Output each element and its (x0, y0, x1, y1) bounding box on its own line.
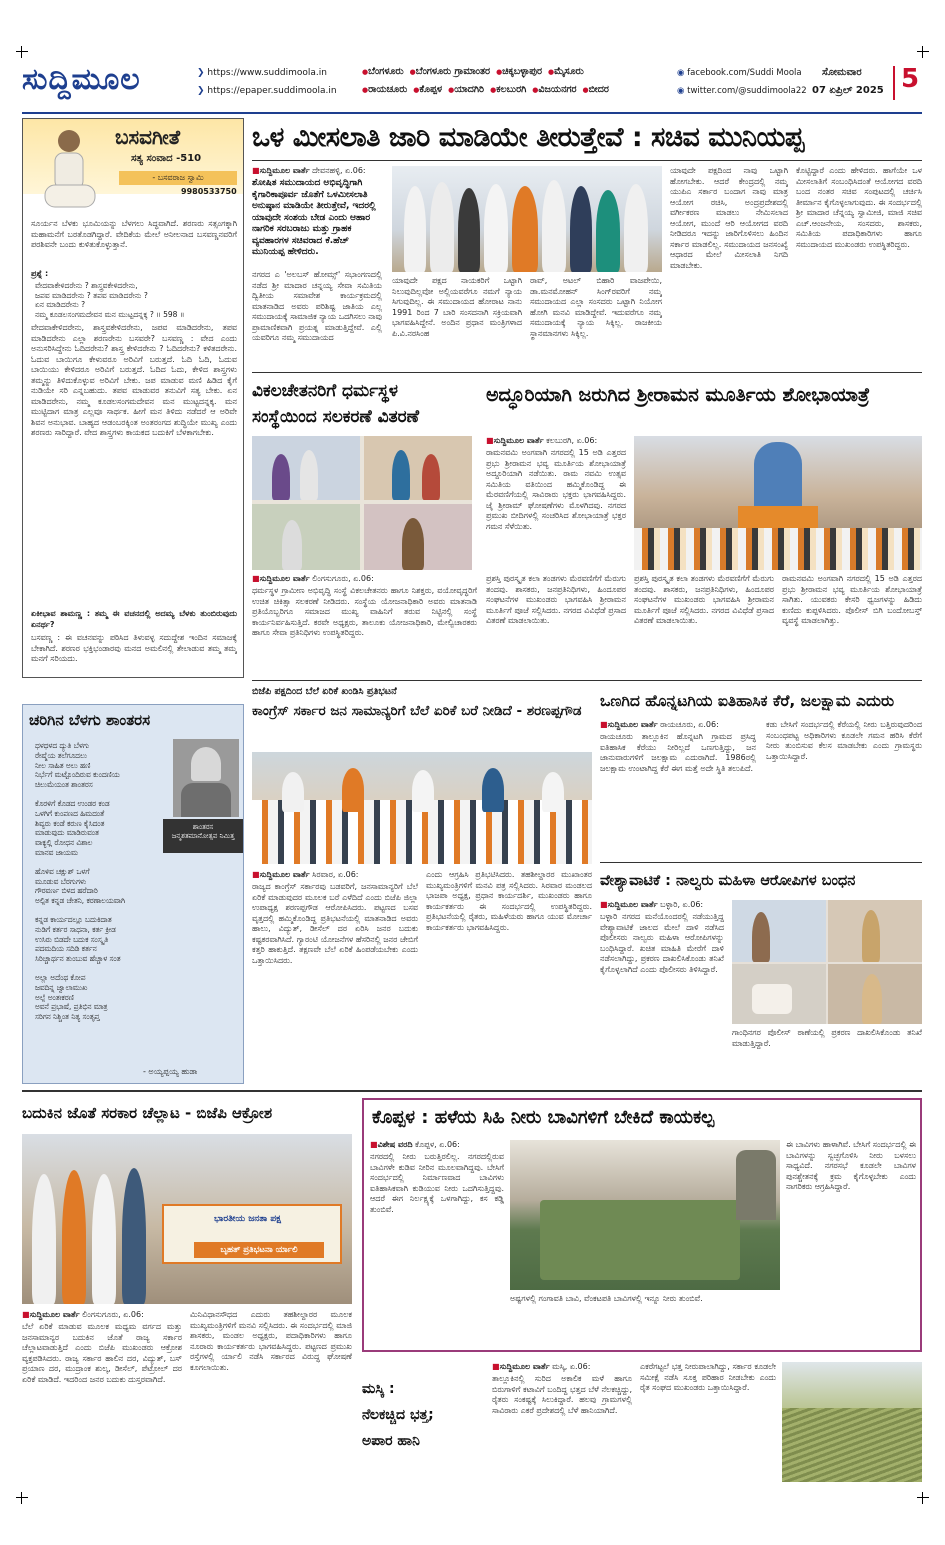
maski-col-1: ತಾಲ್ಲೂಕಿನಲ್ಲಿ ಸುರಿದ ಅಕಾಲಿಕ ಮಳೆ ಹಾಗೂ ಬಿರುಗಾಳಿಗೆ ಕಟಾವಿಗೆ ಬಂದಿದ್ದ ಭತ್ತದ ಬೆಳೆ ನೆಲಕಚ್ಚಿದ್ದು, ರೈತರು ಸಂಕಷ್ಟಕ್ಕೆ ಸಿಲುಕಿದ್ದಾರೆ. ಹಲವು ಗ್ರಾಮಗಳಲ್ಲಿ ಸಾವಿರಾರು ಎಕರೆ ಪ್ರದೇಶದಲ್ಲಿ ಬೆಳೆ ಹಾನಿಯಾಗಿದೆ. (492, 1374, 632, 1415)
arrest-dateline: ■ ಸುದ್ದಿಮೂಲ ವಾರ್ತೆ ಬಳ್ಳಾರಿ, ಏ.06: (600, 900, 724, 911)
basava-poem: ವೇದವಾಕೇಳಿದರೇನು ? ಶಾಸ್ತ್ರವಕೇಳಿದರೇನು, ಜಪವ ಮಾಡಿದರೇನು ? ತಪವ ಮಾಡಿದರೇನು ? ಏನ ಮಾಡಿದರೇನು ? ನಮ್ಮ ಕೂಡಲಸಂಗಮದೇವನ ಮನ ಮುಟ್ಟದನ್ನಕ್ಕ ? ॥ 598 ॥ (35, 281, 185, 319)
koppal-well-photo (510, 1140, 780, 1290)
dharmasthala-headline: ವಿಕಲಚೇತನರಿಗೆ ಧರ್ಮಸ್ಥಳ ಸಂಸ್ಥೆಯಿಂದ ಸಲಕರಣೆ ವಿತರಣೆ (252, 381, 419, 427)
basava-phone: 9980533750 (181, 187, 237, 196)
dharmasthala-dateline: ■ ಸುದ್ದಿಮೂಲ ವಾರ್ತೆ ಲಿಂಗಸುಗೂರು, ಏ.06: (252, 574, 477, 585)
kere-dateline: ■ ಸುದ್ದಿಮೂಲ ವಾರ್ತೆ ರಾಯಚೂರು, ಏ.06: (600, 720, 756, 731)
maski-col-2: ಎಕರೆಗಟ್ಟಲೆ ಭತ್ತ ನೀರುಪಾಲಾಗಿದ್ದು, ಸರ್ಕಾರ ಕೂಡಲೇ ಸಮೀಕ್ಷೆ ನಡೆಸಿ ಸೂಕ್ತ ಪರಿಹಾರ ನೀಡಬೇಕು ಎಂದು ರೈತ ಸಂಘದ ಮುಖಂಡರು ಒತ್ತಾಯಿಸಿದ್ದಾರೆ. (640, 1362, 776, 1392)
crop-mark (16, 1492, 28, 1504)
editions-row-2: ● ರಾಯಚೂರು ● ಕೊಪ್ಪಳ ● ಯಾದಗಿರಿ ● ಕಲಬುರಗಿ ● ವಿಜಯನಗರ ● ಬೀದರ (362, 84, 609, 95)
koppal-col-1: ನಗರದಲ್ಲಿ ನೀರು ಬರುತ್ತಿರಲಿಲ್ಲ. ನಗರದಲ್ಲಿರುವ ಬಾವಿಗಳೇ ಕುಡಿವ ನೀರಿನ ಮೂಲವಾಗಿದ್ದವು. ಬೇಸಿಗೆ ಸಂದರ್ಭದಲ್ಲಿ ನಿರ್ಮಾಣವಾದ ಬಾವಿಗಳು ಐತಿಹಾಸಿಕವಾಗಿ ಕುಡಿಯುವ ನೀರು ಒದಗಿಸುತ್ತಿದ್ದವು. ಆದರೆ ಈಗ ನಿರ್ಲಕ್ಷ್ಯಕ್ಕೆ ಒಳಗಾಗಿದ್ದು, ಕಸ ಕಡ್ಡಿ ತುಂಬಿವೆ. (370, 1152, 504, 1214)
arrest-headline: ವೇಶ್ಯಾವಾಟಿಕೆ : ನಾಲ್ವರು ಮಹಿಳಾ ಆರೋಪಿಗಳ ಬಂಧನ (600, 873, 856, 889)
section-rule (22, 1090, 922, 1092)
koppal-headline: ಕೊಪ್ಪಳ : ಹಳೆಯ ಸಿಹಿ ನೀರು ಬಾವಿಗಳಿಗೆ ಬೇಕಿದೆ ಕಾಯಕಲ್ಪ (372, 1107, 715, 1128)
kere-col-2: ಕಡು ಬೇಸಿಗೆ ಸಂದರ್ಭದಲ್ಲಿ ಕೆರೆಯಲ್ಲಿ ನೀರು ಬತ್ತಿರುವುದರಿಂದ ಸಂಬಂಧಪಟ್ಟ ಅಧಿಕಾರಿಗಳು ಕೂಡಲೇ ಗಮನ ಹರಿಸಿ ಕೆರೆಗೆ ನೀರು ತುಂಬಿಸುವ ಕೆಲಸ ಮಾಡಬೇಕು ಎಂದು ಗ್ರಾಮಸ್ಥರು ಒತ್ತಾಯಿಸಿದ್ದಾರೆ. (766, 720, 922, 761)
masthead-logo: ಸುದ್ದಿಮೂಲ (22, 62, 141, 97)
section-rule (252, 680, 922, 681)
protest-photo (252, 752, 592, 864)
basava-subtitle: ಸತ್ಯ ಸಂವಾದ -510 (131, 153, 202, 164)
poem-author: - ಅಯ್ಯಪ್ಪಯ್ಯ ಹುಡಾ (143, 1067, 198, 1076)
section-rule (252, 372, 922, 373)
basava-author: - ಬಸವರಾಜ ಸ್ವಾಮಿ (119, 171, 237, 185)
twitter-link[interactable]: ◉ twitter.com/@suddimoola22 (677, 86, 807, 96)
masthead (22, 62, 922, 110)
lead-col-2: ಯಾವುದೇ ಪಕ್ಷದ ನಾಯಕರಿಗೆ ಒಟ್ಟಾಗಿ ನಿಲುವುದಿಲ್ಲವೋ ಅಲ್ಲಿಯವರೆಗೂ ನಮಗೆ ನ್ಯಾಯ ಸಿಗುವುದಿಲ್ಲ. ಈ ಸಮುದಾಯದ ಹೋರಾಟ ನಾನು 1991 ರಿಂದ 7 ಬಾರಿ ಸಂಸದನಾಗಿ ಸಕ್ರಿಯವಾಗಿ ಭಾಗವಹಿಸಿದ್ದೇನೆ. ಅಂದಿನ ಪ್ರಧಾನ ಮಂತ್ರಿಗಳಾದ ಪಿ.ವಿ.ನರಸಿಂಹ (392, 276, 522, 338)
lead-photo-ministers (392, 166, 662, 272)
basava-title: ಬಸವಗೀತೆ (115, 125, 181, 149)
basava-intro: ಸೂರ್ಯನ ಬೆಳಕು ಭೂಮಿಯನ್ನು ಬೆಳಗಲು ಸಿದ್ಧವಾಗಿದೆ. ಶರಣರು ಸತ್ಸಂಗಕ್ಕಾಗಿ ಮಹಾಮನೆಗೆ ಬರತೊಡಗಿದ್ದಾರೆ. ವೇದಿಕೆಯ ಮೇಲೆ ಅನೀಲನಾದ ಬಸವಣ್ಣನವರಿಗೆ ಪರಶಿವನೇ ಬಂದು ಕುಳಿತುಕೊಳ್ಳುತ್ತಾನೆ. (31, 219, 237, 249)
lead-headline: ಒಳ ಮೀಸಲಾತಿ ಜಾರಿ ಮಾಡಿಯೇ ತೀರುತ್ತೇವೆ : ಸಚಿವ ಮುನಿಯಪ್ಪ (252, 122, 804, 153)
basava-body: ವೇದವಾಕೇಳಿದರೇನು, ಶಾಸ್ತ್ರವಕೇಳಿದರೇನು, ಜಪವ ಮಾಡಿದರೇನು, ತಪವ ಮಾಡಿದರೇನು ಎಲ್ಲಾ ಶರಣರೇನು ಬಸವರೇ? ಬಸವಣ್ಣ : ವೇದ ಎಂದು ಅನುಸರಿಸಿದ್ದೇನು ಓದಿದರೇನು? ಶಾಸ್ತ್ರ ಕೇಳಿದರೇನು ? ಓದಿದರೇನು? ಕಳಿತದರೇನು. ಓದುವ ಬಾಯಿಗೂ ಕೇಳುವರೂ ಅರಿವಿಗೆ ಬರುತ್ತದೆ. ಓದಿ ಓದಿ, ಓದುವ ಬಾಯಿಯು ಕೇಳಿದರೂ ಅರಿವಿಗೆ ಬರುತ್ತದೆ. ಓದಿದ ಓದು, ಕೇಳಿದ ಶಾಸ್ತ್ರಗಳು ತಮ್ಮನ್ನು ತಿಳಿದುಕೊಳ್ಳುವ ಅರಿವಿಗೆ ಬೇಕು. ಜಪ ಮಾಡುವ ಮಣಿ ಹಿಡಿದ ಕೈಗೆ ನುಡಿಯೇ ಸರಿ ಎನ್ನಬಹುದು. ತಪವ ಮಾಡುವರ ತನುವಿಗೆ ಸತ್ಯ ಬೇಕು. ಏನ ಮಾಡಿದರೇನು, ನಮ್ಮ ಕೂಡಲಸಂಗಮದೇವನ ಮನ ಮುಟ್ಟದನ್ನಕ್ಕ. ಮನ ಮುಟ್ಟಿದಾಗ ಮಾತ್ರ ಎಲ್ಲವೂ ಸಾರ್ಥಕ. ಹೀಗೆ ಮನ ತಿಳಿದು ನಡೆದರೆ ಆ ಅರಿವೇ ಶಿವನ ಅನುಭಾವ. ಬಾಹ್ಯದ ಆಡಂಬರಕ್ಕಿಂತ ಅಂತರಂಗದ ಶುದ್ಧಿಯೇ ಮುಖ್ಯ ಎಂದು ಶರಣರು ಸಾರಿದ್ದಾರೆ. ವೇದ ಶಾಸ್ತ್ರಗಳು ಕಾಯಕದ ಬದುಕಿಗೆ ಬೆಳಕಾಗಬೇಕು. (31, 323, 237, 437)
shobhayatra-headline: ಅದ್ಧೂರಿಯಾಗಿ ಜರುಗಿದ ಶ್ರೀರಾಮನ ಮೂರ್ತಿಯ ಶೋಭಾಯಾತ್ರೆ (486, 384, 870, 406)
shobhayatra-col-2: ಪ್ರಶಸ್ತಿ ಪುರಸ್ಕೃತ ಕಲಾ ತಂಡಗಳು ಮೆರವಣಿಗೆಗೆ ಮೆರುಗು ತಂದವು. ಶಾಸಕರು, ಜನಪ್ರತಿನಿಧಿಗಳು, ಹಿಂದೂಪರ ಸಂಘಟನೆಗಳ ಮುಖಂಡರು ಭಾಗವಹಿಸಿ ಶ್ರೀರಾಮನ ಮೂರ್ತಿಗೆ ಪೂಜೆ ಸಲ್ಲಿಸಿದರು. ನಗರದ ವಿವಿಧೆಡೆ ಪ್ರಸಾದ ವಿತರಣೆ ಮಾಡಲಾಯಿತು. (486, 574, 626, 625)
koppal-dateline: ■ ವಿಶೇಷ ವರದಿ ಕೊಪ್ಪಳ, ಏ.06: (370, 1140, 504, 1151)
rally-banner: ಭಾರತೀಯ ಜನತಾ ಪಕ್ಷ ಬೃಹತ್ ಪ್ರತಿಭಟನಾ ರ್ಯಾಲಿ (162, 1204, 342, 1264)
protest-col-1: ರಾಜ್ಯದ ಕಾಂಗ್ರೆಸ್ ಸರ್ಕಾರವು ಬಡವರಿಗೆ, ಜನಸಾಮಾನ್ಯರಿಗೆ ಬೆಲೆ ಏರಿಕೆ ಮಾಡುವುದರ ಮೂಲಕ ಬರೆ ಎಳೆದಿದೆ ಎಂದು ಬಿಜೆಪಿ ಜಿಲ್ಲಾ ಉಪಾಧ್ಯಕ್ಷ ಶರಣಪ್ಪಗೌಡ ಆರೋಪಿಸಿದರು. ಪಟ್ಟಣದ ಬಸವ ವೃತ್ತದಲ್ಲಿ ಹಮ್ಮಿಕೊಂಡಿದ್ದ ಪ್ರತಿಭಟನೆಯಲ್ಲಿ ಮಾತನಾಡಿದ ಅವರು ಹಾಲು, ವಿದ್ಯುತ್, ಡೀಸೆಲ್ ದರ ಏರಿಸಿ ಜನರ ಬದುಕು ಕಷ್ಟಕರವಾಗಿಸಿದೆ. ಗ್ಯಾರಂಟಿ ಯೋಜನೆಗಳ ಹೆಸರಿನಲ್ಲಿ ಜನರ ಜೇಬಿಗೆ ಕತ್ತರಿ ಹಾಕುತ್ತಿದೆ. ತಕ್ಷಣವೇ ಬೆಲೆ ಏರಿಕೆ ಹಿಂಪಡೆಯಬೇಕು ಎಂದು ಒತ್ತಾಯಿಸಿದರು. (252, 882, 418, 965)
lead-rule (252, 160, 922, 161)
koppal-box (362, 1098, 922, 1352)
poem-box (22, 704, 244, 1084)
shobhayatra-col-4: ರಾಮನವಮಿ ಅಂಗವಾಗಿ ನಗರದಲ್ಲಿ 15 ಅಡಿ ಎತ್ತರದ ಪ್ರಭು ಶ್ರೀರಾಮನ ಭವ್ಯ ಮೂರ್ತಿಯ ಶೋಭಾಯಾತ್ರೆ ಸಾಗಿತು. ಯುವಕರು ಕೇಸರಿ ಧ್ವಜಗಳನ್ನು ಹಿಡಿದು ಕುಣಿದು ಕುಪ್ಪಳಿಸಿದರು. ಪೊಲೀಸ್ ಬಿಗಿ ಬಂದೋಬಸ್ತ್ ವ್ಯವಸ್ಥೆ ಮಾಡಲಾಗಿತ್ತು. (782, 574, 922, 625)
page-number: 5 (901, 64, 920, 94)
dharmasthala-body: ಧರ್ಮಸ್ಥಳ ಗ್ರಾಮೀಣ ಅಭಿವೃದ್ಧಿ ಸಂಸ್ಥೆ ವಿಕಲಚೇತನರು ಹಾಗೂ ನಿಶಕ್ತರು, ವಯೋವೃದ್ಧರಿಗೆ ಉಚಿತ ಚಿಕಿತ್ಸಾ ಸಲಕರಣೆ ನೀಡಿದರು. ಸಂಸ್ಥೆಯ ಯೋಜನಾಧಿಕಾರಿ ಅವರು ಮಾತನಾಡಿ ಪ್ರತಿಯೊಬ್ಬರಿಗೂ ಸಮಾಜದ ಮುಖ್ಯ ವಾಹಿನಿಗೆ ತರುವ ನಿಟ್ಟಿನಲ್ಲಿ ಸಂಸ್ಥೆ ಕಾರ್ಯನಿರ್ವಹಿಸುತ್ತಿದೆ. ಕರವೇ ಅಧ್ಯಕ್ಷರು, ತಾಲೂಕು ಯೋಜನಾಧಿಕಾರಿ, ಮೇಲ್ವಿಚಾರಕರು ಹಾಗೂ ಸೇವಾ ಪ್ರತಿನಿಧಿಗಳು ಉಪಸ್ಥಿತರಿದ್ದರು. (252, 586, 477, 637)
bjp-rally-dateline: ■ ಸುದ್ದಿಮೂಲ ವಾರ್ತೆ ಲಿಂಗಸುಗೂರು, ಏ.06: (22, 1310, 182, 1321)
poet-portrait-image (173, 739, 239, 817)
crop-mark (917, 1492, 929, 1504)
bjp-rally-col-2: ಮಿನಿವಿಧಾನಸೌಧದ ಎದುರು ತಹಶೀಲ್ದಾರರ ಮೂಲಕ ಮುಖ್ಯಮಂತ್ರಿಗಳಿಗೆ ಮನವಿ ಸಲ್ಲಿಸಿದರು. ಈ ಸಂದರ್ಭದಲ್ಲಿ ಮಾಜಿ ಶಾಸಕರು, ಮಂಡಲ ಅಧ್ಯಕ್ಷರು, ಪದಾಧಿಕಾರಿಗಳು ಹಾಗೂ ನೂರಾರು ಕಾರ್ಯಕರ್ತರು ಭಾಗವಹಿಸಿದ್ದರು. ಪಟ್ಟಣದ ಪ್ರಮುಖ ರಸ್ತೆಗಳಲ್ಲಿ ರ್ಯಾಲಿ ನಡೆಸಿ ಸರ್ಕಾರದ ವಿರುದ್ಧ ಘೋಷಣೆ ಕೂಗಲಾಯಿತು. (190, 1310, 352, 1372)
masthead-rule (22, 112, 922, 114)
arrest-body: ಬಳ್ಳಾರಿ ನಗರದ ಮನೆಯೊಂದರಲ್ಲಿ ನಡೆಯುತ್ತಿದ್ದ ವೇಶ್ಯಾವಾಟಿಕೆ ಜಾಲದ ಮೇಲೆ ದಾಳಿ ನಡೆಸಿದ ಪೊಲೀಸರು ನಾಲ್ವರು ಮಹಿಳಾ ಆರೋಪಿಗಳನ್ನು ಬಂಧಿಸಿದ್ದಾರೆ. ಖಚಿತ ಮಾಹಿತಿ ಮೇರೆಗೆ ದಾಳಿ ನಡೆಸಲಾಗಿದ್ದು, ಪ್ರಕರಣ ದಾಖಲಿಸಿಕೊಂಡು ತನಿಖೆ ಕೈಗೊಳ್ಳಲಾಗಿದೆ ಎಂದು ಪೊಲೀಸರು ತಿಳಿಸಿದ್ದಾರೆ. (600, 912, 724, 974)
page-no-divider (893, 66, 895, 100)
protest-kicker: ಬಿಜೆಪಿ ಪಕ್ಷದಿಂದ ಬೆಲೆ ಏರಿಕೆ ಖಂಡಿಸಿ ಪ್ರತಿಭಟನೆ (252, 686, 397, 697)
shobhayatra-col-3: ಪ್ರಶಸ್ತಿ ಪುರಸ್ಕೃತ ಕಲಾ ತಂಡಗಳು ಮೆರವಣಿಗೆಗೆ ಮೆರುಗು ತಂದವು. ಶಾಸಕರು, ಜನಪ್ರತಿನಿಧಿಗಳು, ಹಿಂದೂಪರ ಸಂಘಟನೆಗಳ ಮುಖಂಡರು ಭಾಗವಹಿಸಿ ಶ್ರೀರಾಮನ ಮೂರ್ತಿಗೆ ಪೂಜೆ ಸಲ್ಲಿಸಿದರು. ನಗರದ ವಿವಿಧೆಡೆ ಪ್ರಸಾದ ವಿತರಣೆ ಮಾಡಲಾಯಿತು. (634, 574, 774, 625)
protest-headline: ಕಾಂಗ್ರೆಸ್ ಸರ್ಕಾರ ಜನ ಸಾಮಾನ್ಯರಿಗೆ ಬೆಲೆ ಏರಿಕೆ ಬರೆ ನೀಡಿದೆ - ಶರಣಪ್ಪಗೌಡ (252, 703, 582, 719)
koppal-col-2: ಈ ಬಾವಿಗಳು ಹಾಳಾಗಿವೆ. ಬೇಸಿಗೆ ಸಂದರ್ಭದಲ್ಲಿ ಈ ಬಾವಿಗಳನ್ನು ಸ್ವಚ್ಛಗೊಳಿಸಿ ನೀರು ಬಳಸಲು ಸಾಧ್ಯವಿದೆ. ನಗರಸಭೆ ಕೂಡಲೇ ಬಾವಿಗಳ ಪುನಶ್ಚೇತನಕ್ಕೆ ಕ್ರಮ ಕೈಗೊಳ್ಳಬೇಕು ಎಂದು ನಾಗರಿಕರು ಆಗ್ರಹಿಸಿದ್ದಾರೆ. (786, 1140, 916, 1191)
lead-col-4: ಯಾವುದೇ ಪಕ್ಷದಿಂದ ನಾವು ಒಟ್ಟಾಗಿ ಹೋಗಬೇಕು. ಆದರೆ ಕೇಂದ್ರದಲ್ಲಿ ನಮ್ಮ ಯುಪಿಎ ಸರ್ಕಾರ ಬಂದಾಗ ನಾವು ಮಾತ್ರ ಆಯೋಗ ರಚಿಸಿ, ಅಂದ್ರಪ್ರದೇಶದಲ್ಲಿ ವರ್ಗೀಕರಣ ಮಾಡಲು ನೇಮಿಸಲಾದ ಆಯೋಗ, ಮುಂದೆ ಆರಿ ಆಯೋಗದ ವರದಿ ನೀಡಿದರೂ ಇದನ್ನು ಜಾರಿಗೊಳಿಸಲು ಹಿಂದಿನ ಸರ್ಕಾರ ಮಾಡಲಿಲ್ಲ. ಸಮುದಾಯದ ಜನಸಂಖ್ಯೆ ಆಧಾರದ ಮೇಲೆ ಮೀಸಲಾತಿ ನಿಗದಿ ಮಾಡಬೇಕು. (670, 166, 788, 270)
basava-geete-box (22, 118, 244, 678)
kere-headline: ಒಣಗಿದ ಹೊನ್ನಟಗಿಯ ಐತಿಹಾಸಿಕ ಕೆರೆ, ಜಲಕ್ಷಾಮ ಎದುರು (600, 692, 895, 710)
section-rule (600, 862, 922, 863)
koppal-caption: ಅಷ್ಟಗಳಲ್ಲಿ ಗಂಗಾವತಿ ಬಾವಿ, ವೆಂಕಟಪತಿ ಬಾವಿಗಳಲ್ಲಿ ಇನ್ನೂ ನೀರು ತುಂಬಿವೆ. (510, 1294, 703, 1303)
lead-dateline: ■ ಸುದ್ದಿಮೂಲ ವಾರ್ತೆ ದೇವನಹಳ್ಳಿ, ಏ.06: (252, 166, 382, 177)
facebook-icon: ◉ (677, 68, 685, 78)
shobhayatra-photo (634, 436, 922, 570)
maski-headline: ಮಸ್ಕಿ : ನೆಲಕಚ್ಚಿದ ಭತ್ತ; ಅಪಾರ ಹಾನಿ (362, 1381, 434, 1449)
poem-title: ಚರಿಗಿನ ಬೆಳಗು ಶಾಂತರಸ (29, 711, 151, 729)
masthead-date: 07 ಏಪ್ರಿಲ್ 2025 (812, 85, 884, 96)
basava-figure-image (29, 123, 111, 217)
kere-col-1: ರಾಯಚೂರು ತಾಲ್ಲೂಕಿನ ಹೊನ್ನಟಗಿ ಗ್ರಾಮದ ಪ್ರಸಿದ್ಧ ಐತಿಹಾಸಿಕ ಕೆರೆಯು ನೀರಿಲ್ಲದೆ ಒಣಗುತ್ತಿದ್ದು, ಜನ ಜಾನುವಾರುಗಳಿಗೆ ಜಲಕ್ಷಾಮ ಎದುರಾಗಿದೆ. 1986ರಲ್ಲಿ ಜಲಕ್ಷಾಮ ಉಂಟಾಗಿದ್ದ ಕೆರೆ ಈಗ ಮತ್ತೆ ಅದೇ ಸ್ಥಿತಿ ತಲುಪಿದೆ. (600, 732, 756, 773)
basava-final-question: ಏಕೀಭಾವ ಶಾಮಣ್ಣ : ತಮ್ಮ ಈ ವಚನದಲ್ಲಿ ಅದಮ್ಯ ಬೆಳಕು ತುಂಬಿರುವುದು ಏನರ್ಥ? (31, 609, 237, 629)
lead-col-1: ನಗರದ ಎ 'ಅಲಬಸ್ ಹೋಮ್ಸ್' ಸಭಾಂಗಣದಲ್ಲಿ ನಡೆದ ಶ್ರೀ ಮಾದಾರ ಚನ್ನಯ್ಯ ಸೇವಾ ಸಮಿತಿಯ ದ್ವಿತೀಯ ಸಮಾವೇಶ ಕಾರ್ಯಕ್ರಮದಲ್ಲಿ ಮಾತನಾಡಿದ ಅವರು ಪರಿಶಿಷ್ಟ ಜಾತಿಯ ಎಲ್ಲ ಸಮುದಾಯಕ್ಕೆ ಸಾಮಾಜಿಕ ನ್ಯಾಯ ಒದಗಿಸಲು ನಾವು ಪ್ರಾಮಾಣಿಕವಾಗಿ ಪ್ರಯತ್ನ ಮಾಡುತ್ತಿದ್ದೇವೆ. ಎಲ್ಲಿ ಯವರಿಗೂ ನಮ್ಮ ಸಮುದಾಯದ (252, 270, 382, 342)
maski-field-photo (782, 1362, 922, 1482)
poem-lines: ಧಳಧಳದ ದ್ಯುತಿ ಬೆಳಗು ರೇಷ್ಮೆಯ ತಲೆಗೂದಲು ನೀಲ ಸಾಹಿತ ಅಲು ಹಣಿ ನಿರ್ಭೆಗೆ ಮಟ್ಟೊಂದಿರುವ ಕುಂದಣಿಯ ಚಿಲುಮೆಯಂತ ಶಾಂತರಸ ಕೊರಳಿಗೆ ಕೊಡದ ಉಂಡರ ಕಂಡ ಒಳಗಿಗೆ ಕುಂಪಣದ ಹಿಮದಂತೆ ಶಿವ್ಯರು ಕಂಡೆ ಕರುಣ ಕೈಸಿದಂತ ಮಾಡುವುದು ಮಾಡಿರುವಂತ ವಾಕ್ಯಲ್ಲಿ ರೋಧನ ವಿಶಾಲ ಮಾನವ ಜಾಯಮ ಹೊಳಿವ ಚಕ್ಷುಶ್ ಒಳಗೆ ಮೂಡುವ ಬೆರಗುಗಳು ಗೌರವರ್ಣ ಬಿಳದ ಹರೆದಾರಿ ಅಲ್ಪಿತ ಕನ್ನಡ ಚೇತನಿ, ಕರಣಾಲಯವಾಗಿ ಕನ್ನಡ ಕಾರ್ಯದಲ್ಲೂ ಬದುಕಿದಾತ ನುಡಿಗೆ ಕರ್ತರ ಸಾಧನಾ, ಕರ್ತ ಕ್ರೀಡ ಉಸಿರು ಬಿಡದೇ ಬದುಕ ಸಂಸ್ಕೃತಿ ಪದಮದಿಯ ಸದಿಡಿ ಕರ್ತನ ಸಿರಿಚ್ಚಾರ್ಥನ ತುಂಬುವ ಹೆಚ್ಚಾಳ ಸಂತ ಅಲ್ಲಾ ಅದೆಂಥ ಕೋಪ ಜವದಿನ್ನ ಜ್ವಾಲಾಮುಖ ಅಲ್ಪೆ ಅಂತಃಕರಣಿ ಅವನೆ ಪ್ರಭಾಷೆ, ಪ್ರತಿಭಿನ ಮಾತ್ರ ಸರಿಗನ ನಿಶ್ಚಿಂತ ನಿತ್ಯ ಸಂತೃಪ್ತ (35, 741, 125, 1022)
crop-mark (917, 46, 929, 58)
bjp-rally-col-1: ಬೆಲೆ ಏರಿಕೆ ಮಾಡುವ ಮೂಲಕ ಮಧ್ಯಮ ವರ್ಗದ ಮತ್ತು ಜನಸಾಮಾನ್ಯರ ಬದುಕಿನ ಜೊತೆ ರಾಜ್ಯ ಸರ್ಕಾರ ಚೆಲ್ಲಾಟವಾಡುತ್ತಿದೆ ಎಂದು ಬಿಜೆಪಿ ಮುಖಂಡರು ಆಕ್ರೋಶ ವ್ಯಕ್ತಪಡಿಸಿದರು. ರಾಜ್ಯ ಸರ್ಕಾರ ಹಾಲಿನ ದರ, ವಿದ್ಯುತ್, ಬಸ್ ಪ್ರಯಾಣ ದರ, ಮುದ್ರಾಂಕ ಶುಲ್ಕ, ಡೀಸೆಲ್, ಪೆಟ್ರೋಲ್ ದರ ಏರಿಕೆ ಮಾಡಿದೆ. ಇದರಿಂದ ಜನರ ಬದುಕು ದುಸ್ತರವಾಗಿದೆ. (22, 1322, 182, 1384)
twitter-icon: ◉ (677, 86, 685, 96)
shobhayatra-col-1: ರಾಮನವಮಿ ಅಂಗವಾಗಿ ನಗರದಲ್ಲಿ 15 ಅಡಿ ಎತ್ತರದ ಪ್ರಭು ಶ್ರೀರಾಮನ ಭವ್ಯ ಮೂರ್ತಿಯ ಶೋಭಾಯಾತ್ರೆ ಅದ್ದೂರಿಯಾಗಿ ನಡೆಯಿತು. ರಾಮ ನವಮಿ ಉತ್ಸವ ಸಮಿತಿಯ ವತಿಯಿಂದ ಹಮ್ಮಿಕೊಂಡಿದ್ದ ಈ ಮೆರವಣಿಗೆಯಲ್ಲಿ ಸಾವಿರಾರು ಭಕ್ತರು ಭಾಗವಹಿಸಿದ್ದರು. ಜೈ ಶ್ರೀರಾಮ್ ಘೋಷಣೆಗಳು ಮೊಳಗಿದವು. ನಗರದ ಪ್ರಮುಖ ಬೀದಿಗಳಲ್ಲಿ ಸಂಚರಿಸಿದ ಶೋಭಾಯಾತ್ರೆ ಭಕ್ತರ ಗಮನ ಸೆಳೆಯಿತು. (486, 448, 626, 531)
bjp-rally-photo (22, 1134, 352, 1304)
crop-mark (16, 46, 28, 58)
shobhayatra-dateline: ■ ಸುದ್ದಿಮೂಲ ವಾರ್ತೆ ಕಲಬುರಗಿ, ಏ.06: (486, 436, 626, 447)
protest-col-2: ಎಂದು ಆಗ್ರಹಿಸಿ ಪ್ರತಿಭಟಿಸಿದರು. ತಹಶೀಲ್ದಾರರ ಮುಖಾಂತರ ಮುಖ್ಯಮಂತ್ರಿಗಳಿಗೆ ಮನವಿ ಪತ್ರ ಸಲ್ಲಿಸಿದರು. ಸಿರವಾರ ಮಂಡಲದ ಭಾಜಪಾ ಅಧ್ಯಕ್ಷ, ಪ್ರಧಾನ ಕಾರ್ಯದರ್ಶಿ, ಮುಖಂಡರು ಹಾಗೂ ಕಾರ್ಯಕರ್ತರು ಈ ಸಂದರ್ಭದಲ್ಲಿ ಉಪಸ್ಥಿತರಿದ್ದರು. ಪ್ರತಿಭಟನೆಯಲ್ಲಿ ರೈತರು, ಮಹಿಳೆಯರು ಹಾಗೂ ಯುವ ಮೋರ್ಚಾ ಕಾರ್ಯಕರ್ತರು ಭಾಗವಹಿಸಿದ್ದರು. (426, 870, 592, 932)
lead-deck: ಶೋಷಿತ ಸಮುದಾಯದ ಅಭಿವೃದ್ಧಿಗಾಗಿ ಕೈಗಾರಿಕಾಪೂರ್ವ ಜೊತೆಗೆ ಒಳಮೀಸಲಾತಿ ಅನುಷ್ಠಾನ ಮಾಡಿಯೇ ತೀರುತ್ತೇವೆ, ಇದರಲ್ಲಿ ಯಾವುದೇ ಸಂಶಯ ಬೇಡ ಎಂದು ಆಹಾರ ನಾಗರಿಕ ಸರಬರಾಜು ಮತ್ತು ಗ್ರಾಹಕ ವ್ಯವಹಾರಗಳ ಸಚಿವರಾದ ಕೆ.ಹೆಚ್ ಮುನಿಯಪ್ಪ ಹೇಳಿದರು. (252, 178, 376, 257)
facebook-link[interactable]: ◉ facebook.com/Suddi Moola (677, 68, 802, 78)
url-epaper[interactable]: ❯ https://epaper.suddimoola.in (197, 86, 337, 96)
arrest-caption: ಗಾಂಧಿನಗರ ಪೊಲೀಸ್ ಠಾಣೆಯಲ್ಲಿ ಪ್ರಕರಣ ದಾಖಲಿಸಿಕೊಂಡು ತನಿಖೆ ಮಾಡುತ್ತಿದ್ದಾರೆ. (732, 1028, 922, 1048)
maski-dateline: ■ ಸುದ್ದಿಮೂಲ ವಾರ್ತೆ ಮಸ್ಕಿ, ಏ.06: (492, 1362, 632, 1373)
dharmasthala-photo (252, 436, 472, 570)
editions-row-1: ● ಬೆಂಗಳೂರು ● ಬೆಂಗಳೂರು ಗ್ರಾಮಾಂತರ ● ಚಿಕ್ಕಬಳ್ಳಾಪುರ ● ಮೈಸೂರು (362, 66, 584, 77)
masthead-day: ಸೋಮವಾರ (822, 67, 862, 78)
url-main[interactable]: ❯ https://www.suddimoola.in (197, 68, 327, 78)
basava-question-label: ಪ್ರಶ್ನೆ : (31, 269, 49, 278)
lead-col-5: ಕೊಟ್ಟಿದ್ದಾರೆ ಎಂದು ಹೇಳಿದರು. ಹಾಗೆಯೇ ಒಳ ಮೀಸಲಾತಿಗೆ ಸಂಬಂಧಿಸಿದಂತೆ ಆಯೋಗದ ವರದಿ ಬಂದ ನಂತರ ಸಚಿವ ಸಂಪುಟದಲ್ಲಿ ಚರ್ಚಿಸಿ ತೀರ್ಮಾನ ಕೈಗೊಳ್ಳಲಾಗುವುದು. ಈ ಸಂದರ್ಭದಲ್ಲಿ ಶ್ರೀ ಮಾದಾರ ಚೆನ್ನಯ್ಯ ಸ್ವಾಮೀಜಿ, ಮಾಜಿ ಸಚಿವ ಎಚ್.ಆಂಜನೇಯ, ಸಂಸದರು, ಶಾಸಕರು, ಸಮಿತಿಯ ಪದಾಧಿಕಾರಿಗಳು ಹಾಗೂ ಸಮುದಾಯದ ಮುಖಂಡರು ಉಪಸ್ಥಿತರಿದ್ದರು. (796, 166, 922, 249)
arrest-photo (732, 900, 922, 1024)
bjp-rally-headline: ಬದುಕಿನ ಜೊತೆ ಸರಕಾರ ಚೆಲ್ಲಾಟ - ಬಿಜೆಪಿ ಆಕ್ರೋಶ (22, 1104, 273, 1122)
protest-dateline: ■ ಸುದ್ದಿಮೂಲ ವಾರ್ತೆ ಸಿರವಾರ, ಏ.06: (252, 870, 418, 881)
basava-final-answer: ಬಸವಣ್ಣ : ಈ ವಚನವನ್ನು ಪಠಿಸಿದ ತಿಳುವಳ್ಳ ಸದುದ್ದೇಶ ಇಂದಿನ ಸಮಾಜಕ್ಕೆ ಬೇಕಾಗಿದೆ. ಶರಣರ ಭಕ್ತಿಭಂಡಾರವು ಮನದ ಅಮಲಿನಲ್ಲಿ ತೇಲಾಡುವ ತಮ್ಮ ತಮ್ಮ ಮನಗೆ ಸರಿಯದು. (31, 633, 237, 663)
poet-caption: ಶಾಂತರಸ ಜನ್ಮಶತಮಾನೋತ್ಸವ ನಿಮಿತ್ತ (163, 819, 243, 853)
lead-col-3: ರಾವ್, ಅಟಲ್ ಬಿಹಾರಿ ವಾಜಪೇಯಿ, ಡಾ.ಮನಮೋಹನ್ ಸಿಂಗ್‌ರವರಿಗೆ ನಮ್ಮ ಸಮುದಾಯದ ಎಲ್ಲಾ ಸಂಸದರು ಒಟ್ಟಾಗಿ ನಿಯೋಗ ಹೋಗಿ ಮನವಿ ಮಾಡಿದ್ದೇವೆ. ಇದುವರೆಗೂ ನಮ್ಮ ಸಮುದಾಯಕ್ಕೆ ನ್ಯಾಯ ಸಿಕ್ಕಿಲ್ಲ. ರಾಜಕೀಯ ಸ್ಥಾನಮಾನಗಳು ಸಿಕ್ಕಿಲ್ಲ. (530, 276, 662, 338)
